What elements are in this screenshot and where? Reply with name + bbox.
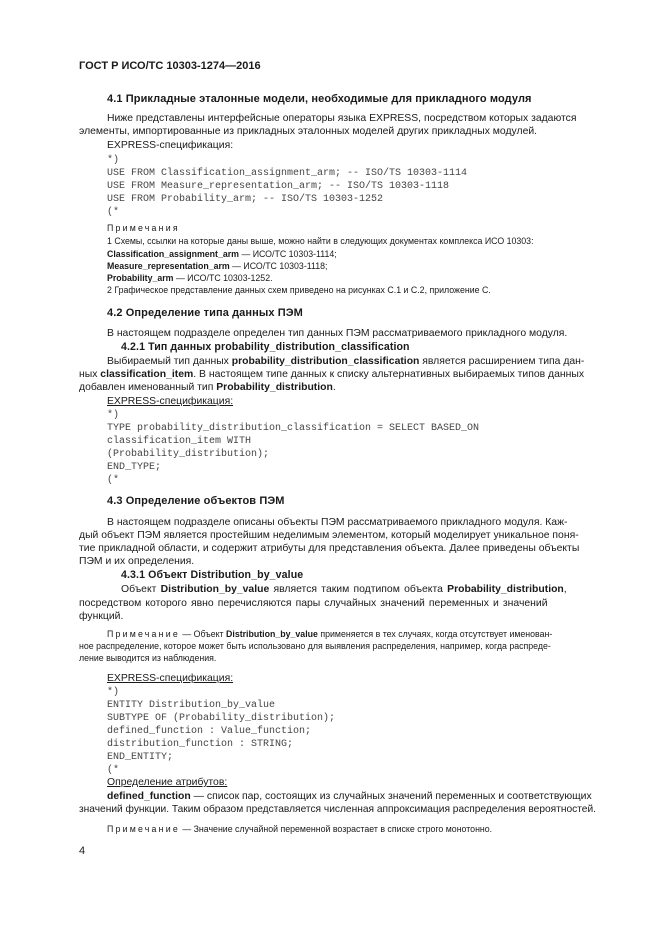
paragraph-line: функций. [79, 611, 124, 622]
note-line: Примечание — Объект Distribution_by_value применяется в тех случаях, когда отсутствует именован- [107, 629, 553, 639]
paragraph-line: Объект Distribution_by_value является таким подтипом объекта Probability_distribution, [121, 584, 567, 595]
code-line: defined_function : Value_function; [107, 726, 312, 737]
paragraph-line: В настоящем подразделе описаны объекты ПЭМ рассматриваемого прикладного модуля. Каж- [107, 517, 568, 528]
paragraph-line: посредством которого явно перечисляются пары случайных значений переменных и значений [79, 598, 548, 609]
code-line: ENTITY Distribution_by_value [107, 700, 276, 711]
paragraph-line: дый объект ПЭМ является простейшим неделимым элементом, который моделирует уникальное поня- [79, 530, 579, 541]
note-line: 2 Графическое представление данных схем приведено на рисунках С.1 и С.2, приложение С. [107, 285, 491, 295]
reference-line: Measure_representation_arm — ИСО/ТС 10303-1118; [107, 261, 328, 271]
code-line: (Probability_distribution); [107, 449, 270, 460]
subsection-title: 4.3.1 Объект Distribution_by_value [121, 569, 304, 581]
paragraph-line: элементы, импортированные из прикладных эталонных моделей других прикладных модулей. [79, 126, 538, 137]
subsection-title: 4.2.1 Тип данных probability_distribution_classification [121, 341, 410, 353]
spec-label: EXPRESS-спецификация: [107, 396, 234, 407]
code-line: (* [107, 475, 120, 486]
paragraph-line: Ниже представлены интерфейсные операторы языка EXPRESS, посредством которых задаются [107, 113, 577, 124]
spec-label: EXPRESS-спецификация: [107, 673, 234, 684]
reference-line: Classification_assignment_arm — ИСО/ТС 10303-1114; [107, 249, 337, 259]
document-header: ГОСТ Р ИСО/ТС 10303-1274—2016 [79, 60, 261, 72]
reference-line: Probability_arm — ИСО/ТС 10303-1252. [107, 273, 273, 283]
code-line: USE FROM Classification_assignment_arm; -- ISO/TS 10303-1114 [107, 168, 468, 179]
code-line: (* [107, 207, 120, 218]
code-line: classification_item WITH [107, 436, 252, 447]
notes-title: Примечания [107, 223, 180, 233]
paragraph-line: defined_function — список пар, состоящих из случайных значений переменных и соответствующих [107, 791, 592, 802]
paragraph-line: ных classification_item. В настоящем типе данных к списку альтернативных выбираемых типов данных [79, 369, 585, 380]
code-line: (* [107, 765, 120, 776]
code-line: SUBTYPE OF (Probability_distribution); [107, 713, 336, 724]
code-line: TYPE probability_distribution_classification = SELECT BASED_ON [107, 423, 480, 434]
section-title: 4.1 Прикладные эталонные модели, необходимые для прикладного модуля [107, 93, 532, 105]
paragraph-line: Выбираемый тип данных probability_distribution_classification является расширением типа дан- [107, 356, 585, 367]
paragraph-line: добавлен именованный тип Probability_distribution. [79, 382, 336, 393]
code-line: USE FROM Probability_arm; -- ISO/TS 10303-1252 [107, 194, 384, 205]
code-line: *) [107, 155, 120, 166]
paragraph-line: тие прикладной области, и содержит атрибуты для представления объекта. Далее приведены объекты [79, 543, 580, 554]
code-line: distribution_function : STRING; [107, 739, 294, 750]
note-line: Примечание — Значение случайной переменной возрастает в списке строго монотонно. [107, 824, 493, 834]
code-line: USE FROM Measure_representation_arm; -- ISO/TS 10303-1118 [107, 181, 450, 192]
code-line: *) [107, 687, 120, 698]
attributes-label: Определение атрибутов: [107, 777, 228, 788]
note-line: 1 Схемы, ссылки на которые даны выше, можно найти в следующих документах комплекса ИСО 10303: [107, 236, 534, 246]
paragraph-line: В настоящем подразделе определен тип данных ПЭМ рассматриваемого прикладного модуля. [107, 328, 568, 339]
code-line: END_TYPE; [107, 462, 162, 473]
paragraph-line: значений функции. Таким образом представляется численная аппроксимация распределения вероятностей. [79, 804, 596, 815]
code-line: *) [107, 410, 120, 421]
section-title: 4.2 Определение типа данных ПЭМ [107, 307, 303, 319]
note-line: ное распределение, которое может быть использовано для выявления распределения, например, когда распреде- [79, 641, 551, 651]
spec-label: EXPRESS-спецификация: [107, 140, 234, 151]
code-line: END_ENTITY; [107, 752, 174, 763]
paragraph-line: ПЭМ и их определения. [79, 556, 195, 567]
note-line: ление выводится из наблюдения. [79, 653, 217, 663]
section-title: 4.3 Определение объектов ПЭМ [107, 495, 285, 507]
page-number: 4 [79, 845, 86, 857]
